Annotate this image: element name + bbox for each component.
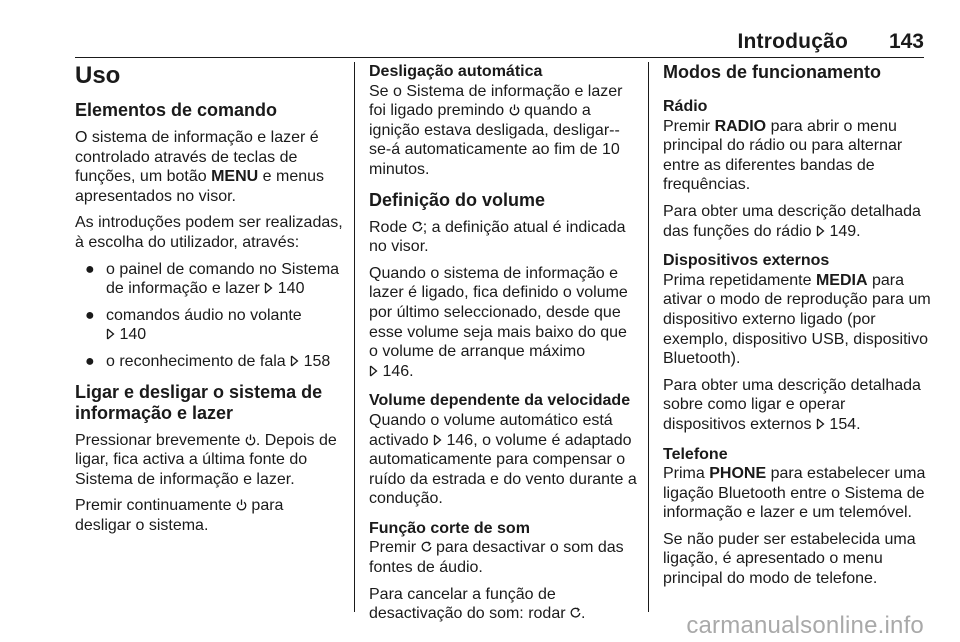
paragraph: Se o Sistema de informação e lazer foi ligado premindo quando a ignição estava desligada, desligar--se-á automaticamente ao fim de 10 minutos. (369, 82, 623, 178)
bullet-icon: ● (85, 306, 95, 324)
heading-desligacao-automatica: Desligação automática (369, 63, 543, 80)
page-reference[interactable]: 149 (829, 222, 857, 240)
key-media: MEDIA (815, 271, 868, 289)
heading-radio: Rádio (663, 98, 708, 115)
paragraph: Pressionar brevemente . Depois de ligar, fica activa a última fonte do Sistema de informação e lazer. (75, 431, 337, 488)
heading-modos-de-funcionamento: Modos de funcionamento (663, 62, 881, 82)
paragraph: O sistema de informação e lazer é controlado através de teclas de funções, um botão MENU e menus apresentados no visor. (75, 129, 325, 205)
paragraph: Premir RADIO para abrir o menu principal do rádio ou para alternar entre as diferentes bandas de frequências. (663, 117, 903, 194)
paragraph: Para obter uma descrição detalhada das funções do rádio 149. (663, 202, 921, 240)
watermark: carmanualsonline.info (686, 612, 924, 639)
page-reference[interactable]: 146 (446, 431, 474, 449)
paragraph: Para cancelar a função de desactivação do som: rodar . (369, 585, 586, 623)
key-phone: PHONE (709, 465, 767, 483)
paragraph: Premir continuamente para desligar o sistema. (75, 497, 284, 534)
key-menu: MENU (211, 168, 259, 186)
page-header (0, 0, 960, 58)
page-reference[interactable]: 140 (119, 326, 147, 344)
power-icon (245, 433, 256, 447)
list-item: ● o reconhecimento de fala 158 (85, 352, 331, 370)
bullet-icon: ● (85, 260, 95, 278)
page-reference-icon (264, 282, 273, 294)
page-reference[interactable]: 158 (303, 352, 331, 370)
paragraph: Para obter uma descrição detalhada sobre como ligar e operar dispositivos externos 154. (663, 376, 921, 433)
column-right (663, 62, 931, 596)
column-middle (369, 62, 637, 631)
paragraph: Prima repetidamente MEDIA para ativar o modo de reprodução para um dispositivo externo ligado (por exemplo, dispositivo USB, dispositivo Bluetooth). (663, 271, 931, 368)
page-number: 143 (888, 30, 924, 53)
column-divider (648, 62, 649, 612)
page-reference-icon (369, 365, 378, 377)
key-radio: RADIO (714, 117, 767, 135)
page-reference[interactable]: 140 (277, 280, 305, 298)
heading-elementos-de-comando: Elementos de comando (75, 100, 278, 120)
list-item: ● comandos áudio no volante 140 (85, 306, 302, 344)
heading-telefone: Telefone (663, 445, 728, 463)
header-title: Introdução (737, 30, 848, 53)
page-reference[interactable]: 154 (829, 415, 857, 433)
paragraph: Quando o volume automático está activado 146, o volume é adaptado automaticamente para compensar o ruído da estrada e do vento durante a condução. (369, 411, 637, 508)
heading-funcao-corte-de-som: Função corte de som (369, 519, 530, 537)
section-title-uso: Uso (75, 62, 121, 89)
paragraph: Premir para desactivar o som das fontes de áudio. (369, 539, 624, 577)
paragraph: As introduções podem ser realizadas, à escolha do utilizador, através: (75, 214, 343, 251)
paragraph: Quando o sistema de informação e lazer é ligado, fica definido o volume por último seleccionado, desde que esse volume seja mais baixo do que o volume de arranque máximo 146. (369, 264, 628, 380)
column-left (75, 62, 343, 543)
page-reference-icon (433, 434, 442, 446)
column-divider (354, 62, 355, 612)
volume-knob-icon (421, 540, 432, 554)
list-item: ● o painel de comando no Sistema de informação e lazer 140 (85, 260, 340, 298)
page-reference-icon (816, 225, 825, 237)
bullet-icon: ● (85, 352, 95, 370)
header-rule (75, 57, 924, 58)
page-reference-icon (290, 355, 299, 367)
volume-knob-icon (570, 606, 581, 620)
heading-dispositivos-externos: Dispositivos externos (663, 252, 830, 270)
page-reference-icon (106, 328, 115, 340)
heading-definicao-do-volume: Definição do volume (369, 189, 546, 210)
heading-volume-velocidade: Volume dependente da velocidade (369, 392, 631, 410)
paragraph: Se não puder ser estabelecida uma ligação, é apresentado o menu principal do modo de telefone. (663, 530, 916, 588)
paragraph: Prima PHONE para estabelecer uma ligação Bluetooth entre o Sistema de informação e lazer e um telemóvel. (663, 465, 926, 522)
page-reference-icon (816, 418, 825, 430)
volume-knob-icon (412, 220, 423, 234)
page-reference[interactable]: 146 (382, 362, 410, 380)
heading-ligar-desligar: Ligar e desligar o sistema de informação e lazer (75, 381, 323, 423)
power-icon (236, 498, 247, 512)
power-icon (509, 103, 520, 117)
bullet-list (75, 260, 343, 372)
paragraph: Rode ; a definição atual é indicada no visor. (369, 218, 626, 256)
